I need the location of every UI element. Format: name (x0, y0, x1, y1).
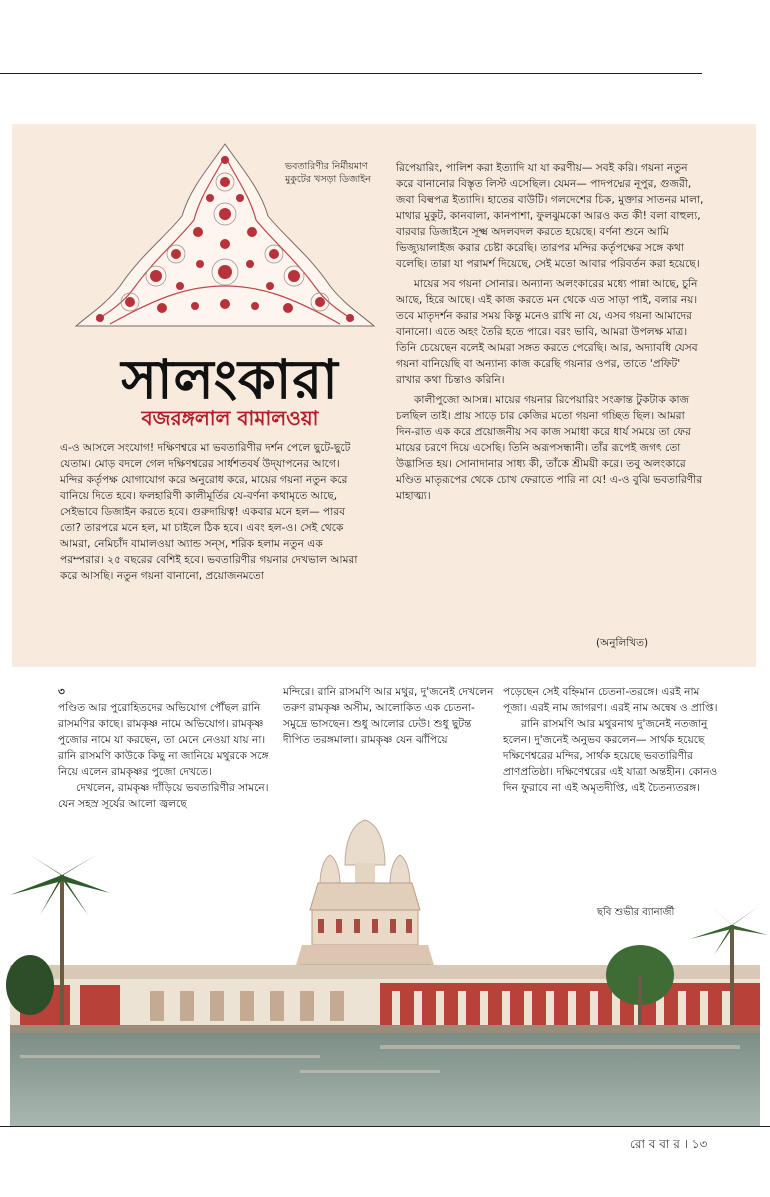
lower-column-3 (503, 684, 718, 796)
lower-column-2 (283, 684, 495, 748)
photo-credit: ছবি শুভীর ব্যানার্জী (597, 907, 675, 918)
crown-caption: ভবতারিণীর নির্মীয়মাণ মুকুটের খসড়া ডিজাইন (285, 161, 371, 185)
intro-paragraph: এ-ও আসলে সংযোগ! দক্ষিণশ্বরে মা ভবতারিণীর দর্শন পেলে ছুটে-ছুটে যেতাম। মোড় বদলে গেল দক্ষিণশ্বরের সার্ধশতবর্ষ উদ্‌যাপনের আগে। মন্দির কর্তৃপক্ষ যোগাযোগ করে অনুরোধ করে, মায়ের গয়না নতুন করে বানিয়ে দিতে হবে। ফলহারিণী কালীমূর্তির যে-বর্ণনা কথামৃতে আছে, সেইভাবে ডিজাইন করতে হবে। গুরুদায়িত্ব! একবার মনে হল— পারব তো? তারপরে মনে হল, মা চাইলে ঠিক হবে। এবং হল-ও। সেই থেকে আমরা, নেমিচাঁদ বামালওয়া অ্যান্ড সন্‌স, শরিক হলাম নতুন এক পরম্পরার। ২৫ বছরের বেশিই হবে। ভবতারিণীর গয়নার দেখভাল আমরা করে আসছি। নতুন গয়না বানানো, প্রয়োজনমতো (60, 442, 358, 582)
byline: বজরঙ্গলাল বামালওয়া (141, 406, 319, 430)
lower-paragraph: পড়েছেন সেই বহ্নিমান চেতনা-তরঙ্গে। এরই নাম পূজা। এরই নাম জাগরণ। এরই নাম অন্বেষ ও প্রাপ্তি। (503, 686, 718, 714)
lower-paragraph: রানি রাসমণি আর মথুরনাথ দু'জনেই নতজানু হলেন। দু'জনেই অনুভব করলেন— সার্থক হয়েছে দক্ষিণেশ্বরের মন্দির, সার্থক হয়েছে ভবতারিণীর প্রাণপ্রতিষ্ঠা। দক্ষিণেশ্বরের এই যাত্রা অন্তহীন। কোনও দিন ফুরাবে না এই অমৃতদীপ্তি, এই চৈতন্যতরঙ্গ। (503, 718, 718, 794)
folio: রো ব বা র । ১৩ (630, 1137, 708, 1151)
intro-column (60, 440, 360, 584)
top-rule (0, 73, 702, 74)
temple-photo (0, 815, 770, 1126)
section-number: ৩ (58, 686, 65, 698)
lower-paragraph: মন্দিরে। রানি রাসমণি আর মথুর, দু'জনেই দেখলেন তরুণ রামকৃষ্ণ অসীম, আলোকিত এক চেতনা-সমুদ্রে ভাসছেন। শুধু আলোর ঢেউ। শুধু ছুটন্ত দীপিত তরঙ্গমালা। রামকৃষ্ণ যেন ঝাঁপিয়ে (283, 686, 494, 746)
lower-column-1 (58, 684, 278, 812)
lower-paragraph: দেখলেন, রামকৃষ্ণ দাঁড়িয়ে ভবতারিণীর সামনে। যেন সহস্র সূর্যের আলো জ্বলছে (58, 782, 269, 810)
right-paragraph: কালীপুজো আসন্ন। মায়ের গয়নার রিপেয়ারিং সংক্রান্ত টুকটাক কাজ চলছিল তাই। প্রায় সাড়ে চার কেজির মতো গয়না গচ্ছিত ছিল। আমরা দিন-রাত এক করে প্রয়োজনীয় সব কাজ সমাধা করে ধার্য সময়ে তা ফের মায়ের চরণে দিয়ে এসেছি। তিনি অরূপসন্ধানী। তাঁর রূপেই জগৎ তো উদ্ভাসিত হয়। সোনাদানার সাধ্য কী, তাঁকে শ্রীময়ী করে। তবু অলংকারে মণ্ডিত মাতৃরূপের থেকে চোখ ফেরাতে পারি না যে! এ-ও বুঝি ভবতারিণীর মাহাত্ম্য। (396, 394, 703, 502)
transcription-note: (অনুলিখিত) (596, 637, 649, 649)
right-paragraph: রিপেয়ারিং, পালিশ করা ইত্যাদি যা যা করণীয়— সবই করি। গয়না নতুন করে বানানোর বিস্তৃত লিস্ট এসেছিল। যেমন— পাদপদ্মের নূপুর, গুজরী, জবা বিল্বপত্র ইত্যাদি। হাতের বাউটি। গলদেশের চিক, মুক্তার সাতনর মালা, মাথার মুকুট, কানবালা, কানপাশা, ফুলঝুমকো আরও কত কী! বলা বাহুল্য, বারবার ডিজাইনে সূক্ষ্ম অদলবদল করতে হয়েছে। বর্ণনা শুনে আমি ভিজ্যুয়ালাইজ করার চেষ্টা করেছি। তারপর মন্দির কর্তৃপক্ষের সঙ্গে কথা বলেছি। তারা যা পরামর্শ দিয়েছে, সেই মতো আবার পরিবর্তন করা হয়েছে। (396, 162, 704, 270)
headline: সালংকারা (121, 347, 339, 411)
right-column (396, 160, 706, 504)
lower-paragraph: পণ্ডিত আর পুরোহিতদের অভিযোগ পৌঁছল রানি রাসমণির কাছে। রামকৃষ্ণ নামে অভিযোগ। রামকৃষ্ণ পুজোর নামে যা করছেন, তা মেনে নেওয়া যায় না। রানি রাসমণি কাউকে কিছু না জানিয়ে মথুরকে সঙ্গে নিয়ে এলেন রামকৃষ্ণর পুজো দেখতে। (58, 702, 269, 778)
bottom-rule (0, 1126, 770, 1127)
right-paragraph: মায়ের সব গয়না সোনার। অন্যান্য অলংকারের মধ্যে পান্না আছে, চুনি আছে, হিরে আছে। এই কাজ করতে মন থেকে এত সাড়া পাই, বলার নয়। তবে মাতৃদর্শন করার সময় কিন্তু মনেও রাখি না যে, এসব গয়না আমাদের বানানো। এতে অহং তৈরি হতে পারে। বরং ভাবি, আমরা উপলক্ষ মাত্র। তিনি চেয়েছেন বলেই আমরা সঙ্গত করতে পেরেছি। আর, অদ্যাবধি যেসব গয়না বানিয়েছি বা অন্যান্য কাজ করেছি গয়নার ওপর, তাতে 'প্রফিট' রাখার কথা চিন্তাও করিনি। (396, 278, 698, 386)
